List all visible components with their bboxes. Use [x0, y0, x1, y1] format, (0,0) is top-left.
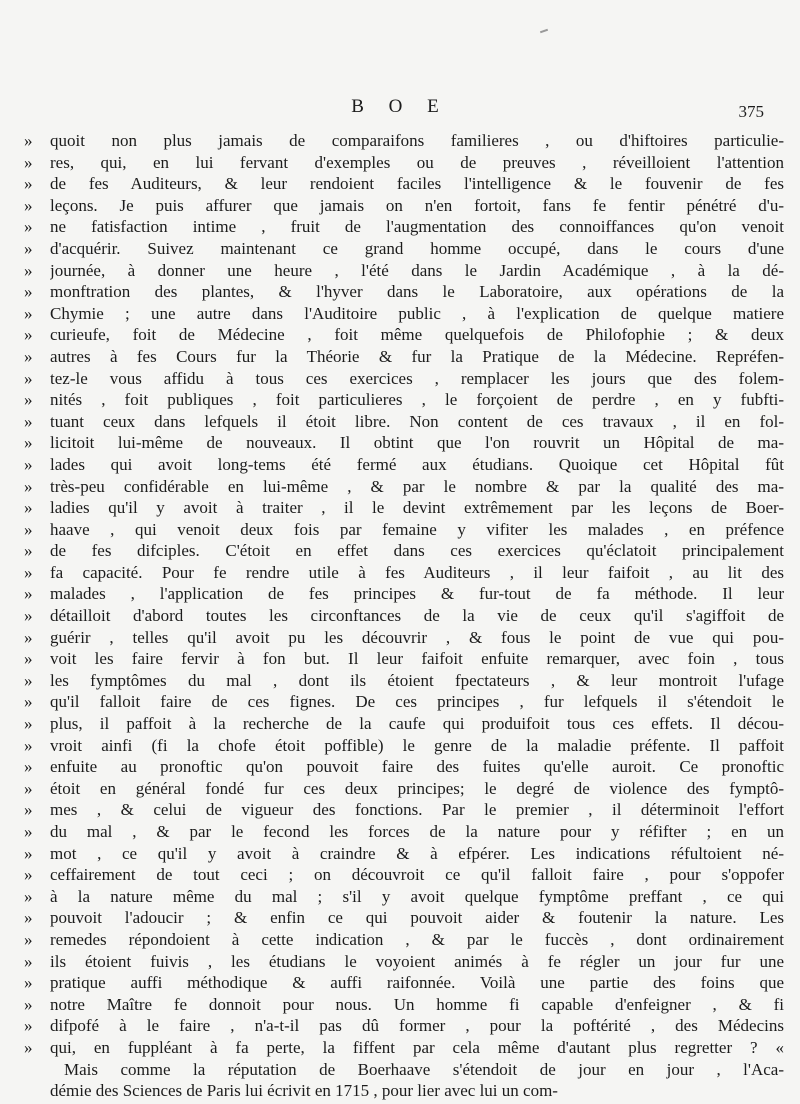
quote-mark: »: [24, 865, 33, 885]
quote-mark: »: [24, 562, 33, 582]
running-head: B O E: [351, 96, 449, 117]
text-line: [24, 497, 784, 519]
quote-mark: »: [24, 692, 33, 712]
quote-mark: »: [24, 886, 33, 906]
text-line: [24, 627, 784, 649]
text-line: [24, 324, 784, 346]
quote-mark: »: [24, 217, 33, 237]
line-text: ladies qu'il y avoit à traiter , il le devint extrêmement par les leçons de Boer-: [50, 498, 784, 518]
line-text: détailloit d'abord toutes les circonftances de la vie de ceux qu'il s'agiffoit de: [50, 606, 784, 626]
quote-mark: »: [24, 800, 33, 820]
line-text: mes , & celui de vigueur des fonctions. Par le premier , il déterminoit l'effort: [50, 800, 784, 820]
text-line: [24, 670, 784, 692]
quote-mark: »: [24, 541, 33, 561]
text-line: [24, 821, 784, 843]
line-text: démie des Sciences de Paris lui écrivit en 1715 , pour lier avec lui un com-: [50, 1081, 558, 1101]
quote-mark: »: [24, 131, 33, 150]
quote-mark: »: [24, 606, 33, 626]
text-line: [24, 173, 784, 195]
line-text: qu'il falloit faire de ces fignes. De ces principes , fur lefquels il s'étendoit le: [50, 692, 784, 712]
text-line: [24, 238, 784, 260]
line-text: ils étoient fuivis , les étudians le voyoient animés à fe régler un jour fur une: [50, 951, 784, 971]
page-header: [0, 96, 800, 124]
text-line: [24, 972, 784, 994]
text-line: [24, 843, 784, 865]
text-line: [24, 929, 784, 951]
text-line: [24, 281, 784, 303]
text-line: [24, 994, 784, 1016]
line-text: fa capacité. Pour fe rendre utile à fes Auditeurs , il leur faifoit , au lit des: [50, 562, 784, 582]
line-text: Chymie ; une autre dans l'Auditoire public , à l'explication de quelque matiere: [50, 303, 784, 323]
quote-mark: »: [24, 670, 33, 690]
text-line: [24, 454, 784, 476]
line-text: ne fatisfaction intime , fruit de l'augmentation des connoiffances qu'on venoit: [50, 217, 784, 237]
quote-mark: »: [24, 951, 33, 971]
quote-mark: »: [24, 368, 33, 388]
quote-mark: »: [24, 1016, 33, 1036]
quote-mark: »: [24, 929, 33, 949]
quote-mark: »: [24, 303, 33, 323]
quote-mark: »: [24, 584, 33, 604]
quote-mark: »: [24, 627, 33, 647]
text-line: [24, 216, 784, 238]
text-line: [24, 1037, 784, 1059]
line-text: leçons. Je puis affurer que jamais on n'en fortoit, fans fe fentir pénétré d'u-: [50, 195, 784, 215]
text-line: [24, 195, 784, 217]
text-line: [24, 735, 784, 757]
text-line: [24, 152, 784, 174]
text-line: [24, 411, 784, 433]
line-text: pratique auffi méthodique & auffi raifonnée. Voilà une partie des foins que: [50, 973, 784, 993]
line-text: plus, il paffoit à la recherche de la caufe qui produifoit tous ces effets. Il décou-: [50, 714, 784, 734]
line-text: d'acquérir. Suivez maintenant ce grand homme occupé, dans le cours d'une: [50, 238, 784, 258]
line-text: à la nature même du mal ; s'il y avoit quelque fymptôme preffant , ce qui: [50, 886, 784, 906]
quote-mark: »: [24, 1037, 33, 1057]
quote-mark: »: [24, 411, 33, 431]
line-text: très-peu confidérable en lui-même , & par le nombre & par la qualité des ma-: [50, 476, 784, 496]
text-line: [24, 562, 784, 584]
line-text: tez-le vous affidu à tous ces exercices , remplacer les jours que des folem-: [50, 368, 784, 388]
text-line: [24, 1059, 784, 1081]
line-text: vroit ainfi (fi la chofe étoit poffible) le genre de la maladie préfente. Il paffoit: [50, 735, 784, 755]
line-text: notre Maître fe donnoit pour nous. Un homme fi capable d'enfeigner , & fi: [50, 994, 784, 1014]
text-line: [24, 951, 784, 973]
line-text: mot , ce qu'il y avoit à craindre & à efpérer. Les indications réfultoient né-: [50, 843, 784, 863]
text-line: [24, 346, 784, 368]
text-line: [24, 130, 784, 152]
line-text: remedes répondoient à cette indication , & par le fuccès , dont ordinairement: [50, 929, 784, 949]
quote-mark: »: [24, 390, 33, 410]
text-line: [24, 691, 784, 713]
line-text: du mal , & par le fecond les forces de la nature pour y réfifter ; en un: [50, 822, 784, 841]
text-line: [24, 368, 784, 390]
line-text: ceffairement de tout ceci ; on découvroit ce qu'il falloit faire , pour s'oppofer: [50, 865, 784, 885]
text-line: [24, 907, 784, 929]
quote-mark: »: [24, 994, 33, 1014]
quote-mark: »: [24, 822, 33, 841]
quote-mark: »: [24, 735, 33, 755]
text-line: [24, 1015, 784, 1037]
quote-mark: »: [24, 843, 33, 863]
text-line: [24, 540, 784, 562]
line-text: pouvoit l'adoucir ; & enfin ce qui pouvoit aider & foutenir la nature. Les: [50, 908, 784, 928]
paper-mark: [540, 29, 548, 34]
line-text: difpofé à le faire , n'a-t-il pas dû former , pour la poftérité , des Médecins: [50, 1016, 784, 1036]
line-text: monftration des plantes, & l'hyver dans le Laboratoire, aux opérations de la: [50, 282, 784, 302]
quote-mark: »: [24, 195, 33, 215]
quote-mark: »: [24, 519, 33, 539]
quote-mark: »: [24, 260, 33, 280]
text-line: [24, 713, 784, 735]
text-line: [24, 756, 784, 778]
line-text: Mais comme la réputation de Boerhaave s'étendoit de jour en jour , l'Aca-: [64, 1059, 784, 1079]
quote-mark: »: [24, 714, 33, 734]
text-line: [24, 432, 784, 454]
line-text: malades , l'application de fes principes & fur-tout de fa méthode. Il leur: [50, 584, 784, 604]
quote-mark: [24, 1080, 50, 1102]
body-text: [24, 130, 784, 1102]
quote-mark: »: [24, 346, 33, 366]
quote-mark: »: [24, 454, 33, 474]
quote-mark: »: [24, 973, 33, 993]
line-text: qui, en fuppléant à fa perte, la fiffent par cela même d'autant plus regretter ? «: [50, 1037, 784, 1057]
line-text: tuant ceux dans lefquels il étoit libre. Non content de ces travaux , il en fol-: [50, 411, 784, 431]
line-text: lades qui avoit long-tems été fermé aux étudians. Quoique cet Hôpital fût: [50, 454, 784, 474]
text-line: [24, 605, 784, 627]
line-text: res, qui, en lui fervant d'exemples ou de preuves , réveilloient l'attention: [50, 152, 784, 172]
quote-mark: »: [24, 152, 33, 172]
text-line: [24, 799, 784, 821]
text-line: [24, 864, 784, 886]
line-text: enfuite au pronoftic qu'on pouvoit faire des fuites qu'elle auroit. Ce pronoftic: [50, 757, 784, 777]
quote-mark: »: [24, 174, 33, 194]
line-text: étoit en général fondé fur ces deux principes; le degré de violence des fymptô-: [50, 778, 784, 798]
quote-mark: »: [24, 433, 33, 453]
quote-mark: »: [24, 778, 33, 798]
line-text: les fymptômes du mal , dont ils étoient fpectateurs , & leur montroit l'ufage: [50, 670, 784, 690]
line-text: voit les faire fervir à fon but. Il leur faifoit enfuite remarquer, avec foin , tous: [50, 649, 784, 669]
quote-mark: »: [24, 908, 33, 928]
line-text: curieufe, foit de Médecine , foit même quelquefois de Philofophie ; & deux: [50, 325, 784, 345]
text-line: [24, 1080, 784, 1102]
quote-mark: »: [24, 282, 33, 302]
quote-mark: »: [24, 498, 33, 518]
line-text: haave , qui venoit deux fois par femaine y vifiter les malades , en préfence: [50, 519, 784, 539]
text-line: [24, 583, 784, 605]
quote-mark: »: [24, 757, 33, 777]
line-text: de fes Auditeurs, & leur rendoient faciles l'intelligence & le fouvenir de fes: [50, 174, 784, 194]
quote-mark: »: [24, 649, 33, 669]
text-line: [24, 260, 784, 282]
line-text: guérir , telles qu'il avoit pu les découvrir , & fous le point de vue qui pou-: [50, 627, 784, 647]
quote-mark: »: [24, 238, 33, 258]
line-text: nités , foit publiques , foit particulieres , le forçoient de perdre , en y fubfti-: [50, 390, 784, 410]
line-text: quoit non plus jamais de comparaifons familieres , ou d'hiftoires particulie-: [50, 131, 784, 150]
text-line: [24, 476, 784, 498]
line-text: de fes difciples. C'étoit en effet dans ces exercices qu'éclatoit principalement: [50, 541, 784, 561]
quote-mark: [24, 1059, 50, 1081]
quote-mark: »: [24, 325, 33, 345]
text-line: [24, 648, 784, 670]
text-line: [24, 519, 784, 541]
page-number: 375: [738, 102, 764, 121]
quote-mark: »: [24, 476, 33, 496]
line-text: licitoit lui-même de nouveaux. Il obtint que l'on rouvrit un Hôpital de ma-: [50, 433, 784, 453]
line-text: autres à fes Cours fur la Théorie & fur la Pratique de la Médecine. Repréfen-: [50, 346, 784, 366]
text-line: [24, 303, 784, 325]
text-line: [24, 389, 784, 411]
text-line: [24, 778, 784, 800]
line-text: journée, à donner une heure , l'été dans le Jardin Académique , à la dé-: [50, 260, 784, 280]
text-line: [24, 886, 784, 908]
